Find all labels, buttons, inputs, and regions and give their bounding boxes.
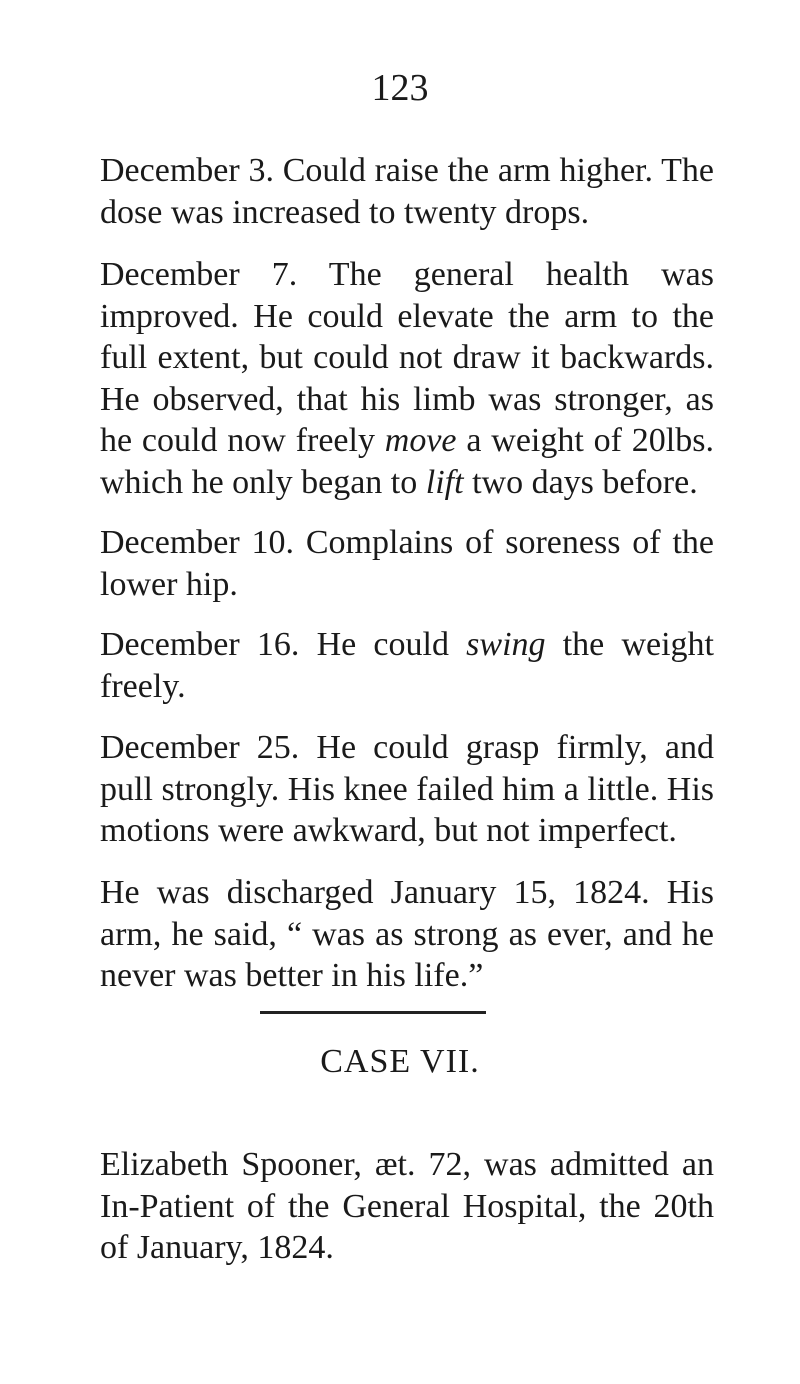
paragraph-case-vii: Elizabeth Spooner, æt. 72, was admitted an In-Patient of the General Hospital, the 20th of January, 1824.: [100, 1146, 714, 1266]
paragraph-dec-7: December 7. The general health was improved. He could elevate the arm to the full extent, but could not draw it backwards. He observed, that his limb was stronger, as he could now freely move a weight of 20lbs. which he only began to lift two days before.: [100, 256, 714, 501]
paragraph-dec-3: December 3. Could raise the arm higher. The dose was increased to twenty drops.: [100, 152, 714, 231]
emphasis-lift: lift: [425, 463, 464, 501]
emphasis-move: move: [384, 422, 457, 459]
page-number: 123: [371, 67, 429, 109]
paragraph-dec-16: December 16. He could swing the weight freely.: [100, 626, 715, 705]
case-heading: CASE VII.: [320, 1043, 480, 1080]
paragraph-discharge: He was discharged January 15, 1824. His arm, he said, “ was as strong as ever, and he never was better in his life.”: [100, 874, 714, 994]
section-divider: [260, 1011, 486, 1014]
emphasis-swing: swing: [466, 626, 546, 663]
paragraph-dec-25: December 25. He could grasp firmly, and pull strongly. His knee failed him a little. His motions were awkward, but not imperfect.: [100, 729, 714, 849]
paragraph-dec-10: December 10. Complains of soreness of the lower hip.: [100, 524, 714, 603]
